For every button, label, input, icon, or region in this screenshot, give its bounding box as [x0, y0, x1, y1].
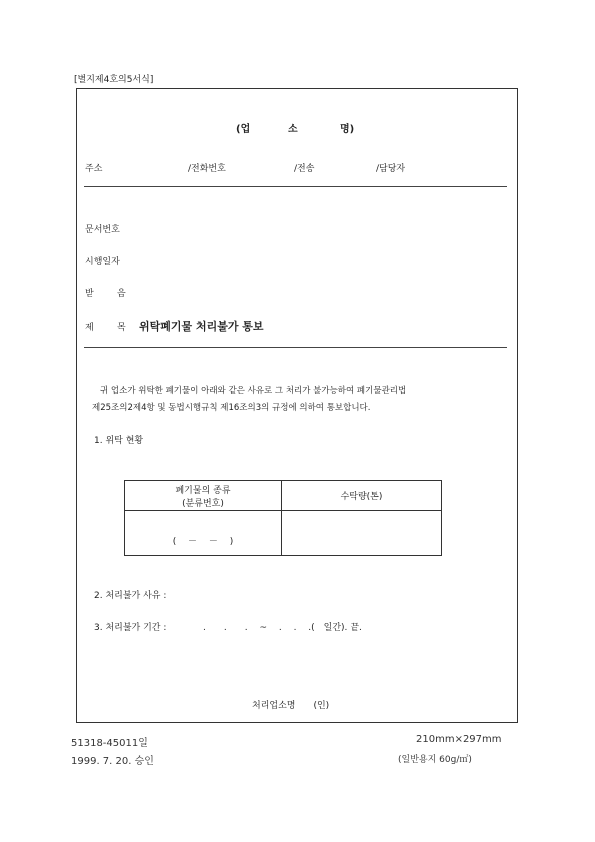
subject-label-2: 목	[117, 323, 126, 333]
body-line-2: 제25조의2제4항 및 동법시행규칙 제16조의3의 규정에 의하여 통보합니다.	[92, 403, 371, 413]
address-label: 주소	[85, 164, 103, 174]
company-name-mid: 소	[288, 124, 298, 135]
footer-approval: 1999. 7. 20. 승인	[71, 756, 154, 767]
recipient-label-1: 받	[85, 289, 94, 299]
footer-code: 51318-45011일	[71, 738, 148, 749]
phone-label: /전화번호	[188, 164, 226, 174]
table-header-quantity: 수탁량(톤)	[282, 481, 442, 511]
section-3-period: . . . ~ . . .( 일간). 끝.	[203, 623, 362, 633]
consignment-table	[124, 480, 442, 556]
company-name-close: 명)	[340, 124, 355, 135]
table-header-waste-type: 폐기물의 종류 (분류번호)	[125, 481, 282, 511]
company-name-open: (업	[236, 124, 251, 135]
doc-no-label: 문서번호	[85, 225, 120, 235]
body-line-1: 귀 업소가 위탁한 폐기물이 아래와 같은 사유로 그 처리가 불가능하여 폐기물관리법	[100, 386, 407, 396]
section-2-heading: 2. 처리불가 사유 :	[94, 591, 167, 601]
footer-paper: (일반용지 60g/㎡)	[398, 755, 472, 765]
table-cell-waste-type: ( － － )	[125, 511, 282, 556]
meta-divider	[84, 347, 507, 348]
section-1-heading: 1. 위탁 현황	[94, 436, 144, 446]
form-id: [별지제4호의5서식]	[74, 75, 154, 85]
recipient-label-2: 음	[117, 289, 126, 299]
subject-value: 위탁폐기물 처리불가 통보	[139, 320, 264, 333]
header-divider	[84, 186, 507, 187]
subject-label-1: 제	[85, 323, 94, 333]
footer-size: 210mm×297mm	[416, 734, 502, 745]
signature-line: 처리업소명 (인)	[252, 701, 330, 711]
date-label: 시행일자	[85, 257, 120, 267]
table-cell-quantity	[282, 511, 442, 556]
section-3-heading: 3. 처리불가 기간 :	[94, 623, 167, 633]
fax-label: /전송	[294, 164, 315, 174]
contact-label: /담당자	[376, 164, 406, 174]
